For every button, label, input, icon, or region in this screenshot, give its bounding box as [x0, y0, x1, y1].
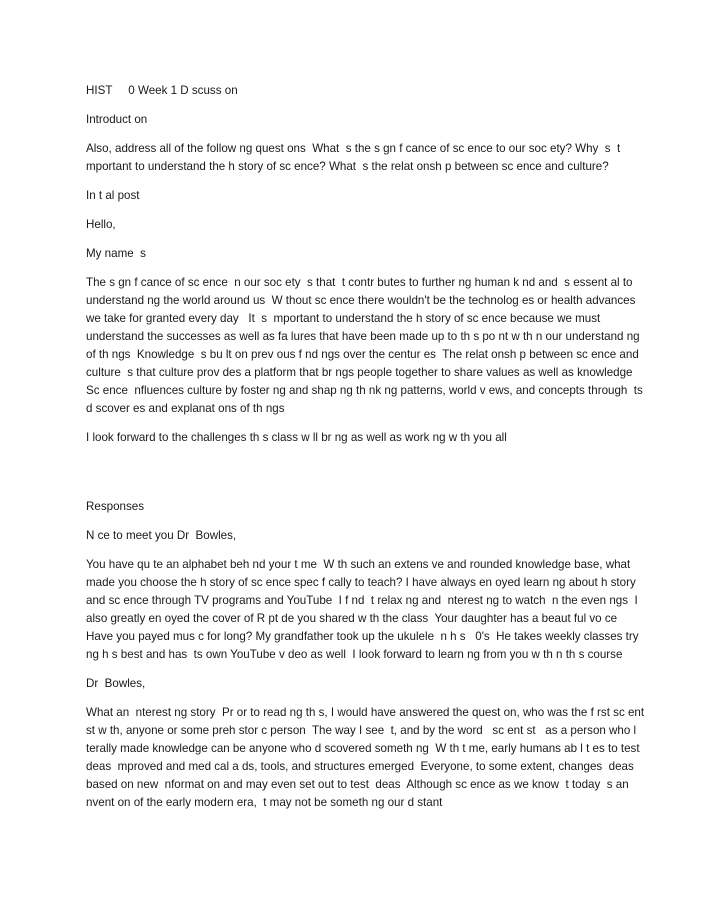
document-heading: HIST 0 Week 1 D scuss on [86, 84, 238, 97]
closing-line: I look forward to the challenges th s class w ll br ng as well as work ng w th you all [86, 431, 507, 444]
initial-post-body: The s gn f cance of sc ence n our soc ety s that t contr butes to further ng human k nd and s essent al to understand ng the world around us W thout sc ence there wouldn't be the technolog es or health advances we take for granted every day It s mportant to understand the h story of sc ence because we must understand the successes as well as fa lures that have been made up to th s po nt w th n our understand ng of th ngs Knowledge s bu lt on prev ous f nd ngs over the centur es The relat onsh p between sc ence and culture s that culture prov des a platform that br ngs people together to share values as well as knowledge Sc ence nfluences culture by foster ng and shap ng th nk ng patterns, world v ews, and concepts through ts d scover es and explanat ons of th ngs [86, 276, 647, 415]
response2-body: What an nterest ng story Pr or to read ng th s, I would have answered the quest on, who was the f rst sc ent st w th, anyone or some preh stor c person The way I see t, and by the word sc ent st as a person who l terally made knowledge can be anyone who d scovered someth ng W th t me, early humans ab l t es to test deas mproved and med cal a ds, tools, and structures emerged Everyone, to some extent, changes deas based on new nformat on and may even set out to test deas Although sc ence as we know t today s an nvent on of the early modern era, t may not be someth ng our d stant [86, 706, 648, 809]
response1-greeting: N ce to meet you Dr Bowles, [86, 529, 237, 542]
response1-body: You have qu te an alphabet beh nd your t me W th such an extens ve and rounded knowledge base, what made you choose the h story of sc ence spec f cally to teach? I have always en oyed learn ng about h story and sc ence through TV programs and YouTube I f nd t relax ng and nterest ng to watch n the even ngs I also greatly en oyed the cover of R pt de you shared w th the class Your daughter has a beaut ful vo ce Have you payed mus c for long? My grandfather took up the ukulele n h s 0's He takes weekly classes try ng h s best and has ts own YouTube v deo as well I look forward to learn ng from you w th n th s course [86, 558, 642, 661]
my-name-line: My name s [86, 247, 146, 260]
responses-label: Responses [86, 500, 145, 513]
document-body [86, 82, 646, 823]
greeting: Hello, [86, 218, 116, 231]
intro-text: Also, address all of the follow ng quest ons What s the s gn f cance of sc ence to our soc ety? Why s t mportant to understand the h story of sc ence? What s the relat onsh p between sc ence and culture? [86, 142, 627, 173]
initial-post-label: In t al post [86, 189, 140, 202]
section-spacer [86, 458, 646, 498]
intro-label: Introduct on [86, 113, 148, 126]
response2-greeting: Dr Bowles, [86, 677, 146, 690]
